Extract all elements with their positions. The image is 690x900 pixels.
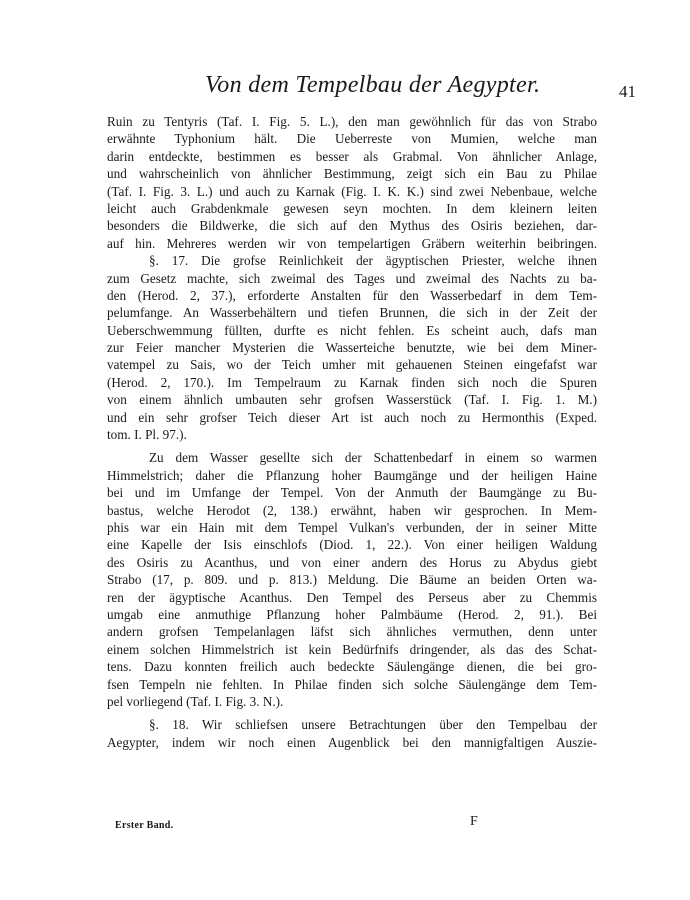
text-line: §. 17. Die grofse Reinlichkeit der ägyptischen Priester, welche ihnen: [149, 253, 597, 269]
paragraph: [107, 113, 597, 252]
text-line: Zu dem Wasser gesellte sich der Schattenbedarf in einem so warmen: [149, 450, 597, 466]
text-line: Ueberschwemmung füllten, durfte es nicht fehlen. Es scheint auch, dafs man: [107, 322, 597, 338]
sheet-signature-mark: F: [470, 814, 478, 829]
text-line: zum Gesetz machte, sich zweimal des Tages und zweimal des Nachts zu ba-: [107, 270, 597, 286]
text-line: auf hin. Mehreres werden wir von tempelartigen Gräbern weiterhin beibringen.: [107, 235, 597, 251]
text-line: pel vorliegend (Taf. I. Fig. 3. N.).: [107, 693, 284, 709]
text-line: erwähnte Typhonium hält. Die Ueberreste von Mumien, welche man: [107, 131, 597, 147]
text-line: des Osiris zu Acanthus, und von einer andern des Horus zu Abydus giebt: [107, 554, 597, 570]
text-line: und ein sehr grofser Teich dieser Art ist auch noch zu Hermonthis (Exped.: [107, 409, 597, 425]
text-line: von einem ähnlich umbauten sehr grofsen Wasserstück (Taf. I. Fig. 1. M.): [107, 392, 597, 408]
text-line: (Herod. 2, 170.). Im Tempelraum zu Karnak finden sich noch die Spuren: [107, 374, 597, 390]
text-line: phis war ein Hain mit dem Tempel Vulkan's verbunden, der in seiner Mitte: [107, 519, 597, 535]
text-line: andern grofsen Tempelanlagen läfst sich ähnliches vermuthen, denn unter: [107, 624, 597, 640]
text-line: §. 18. Wir schliefsen unsere Betrachtungen über den Tempelbau der: [149, 717, 597, 733]
page-number: 41: [619, 82, 636, 101]
text-line: besonders die Bildwerke, die sich auf den Mythus des Osiris beziehen, dar-: [107, 218, 597, 234]
text-line: leicht auch Grabdenkmale gewesen seyn mochten. In dem kleinern leiten: [107, 200, 597, 216]
text-line: zur Feier mancher Mysterien die Wasserteiche benutzte, wie bei dem Miner-: [107, 340, 597, 356]
text-line: bei und im Umfange der Tempel. Von der Anmuth der Baumgänge zu Bu-: [107, 485, 597, 501]
text-line: bastus, welche Herodot (2, 138.) erwähnt, haben wir gesprochen. In Mem-: [107, 502, 597, 518]
text-line: fsen Tempeln nie fehlten. In Philae finden sich solche Säulengänge dem Tem-: [107, 676, 597, 692]
paragraph: [107, 716, 597, 751]
text-line: und wahrscheinlich von ähnlicher Bestimmung, zeigt sich ein Bau zu Philae: [107, 166, 597, 182]
paragraph: [107, 252, 597, 443]
text-line: Strabo (17, p. 809. und p. 813.) Meldung. Die Bäume an beiden Orten wa-: [107, 572, 597, 588]
text-line: Himmelstrich; daher die Pflanzung hoher Baumgänge und der heiligen Haine: [107, 467, 597, 483]
text-line: den (Herod. 2, 37.), erforderte Anstalten für den Wasserbedarf in dem Tem-: [107, 287, 597, 303]
text-line: umgab eine anmuthige Pflanzung hoher Palmbäume (Herod. 2, 91.). Bei: [107, 606, 597, 622]
text-line: (Taf. I. Fig. 3. L.) und auch zu Karnak (Fig. I. K. K.) sind zwei Nebenbaue, welche: [107, 183, 597, 199]
body-text: [107, 113, 597, 751]
text-line: ren der ägyptische Acanthus. Den Tempel des Perseus aber zu Chemmis: [107, 589, 597, 605]
text-line: Aegypter, indem wir noch einen Augenblick bei den mannigfaltigen Auszie-: [107, 734, 597, 750]
text-line: eine Kapelle der Isis einschlofs (Diod. 1, 22.). Von einer heiligen Waldung: [107, 537, 597, 553]
text-line: einem solchen Himmelstrich ist kein Bedürfnifs dringender, als das des Schat-: [107, 641, 597, 657]
text-line: tens. Dazu konnten freilich auch bedeckte Säulengänge dienen, die bei gro-: [107, 659, 597, 675]
text-line: vatempel zu Sais, wo der Teich umher mit gehauenen Steinen eingefafst war: [107, 357, 597, 373]
signature-line: Erster Band.: [115, 820, 174, 831]
text-line: tom. I. Pl. 97.).: [107, 427, 187, 443]
paragraph: [107, 449, 597, 710]
running-title: Von dem Tempelbau der Aegypter.: [205, 72, 541, 98]
text-line: pelumfange. An Wasserbehältern und tiefen Brunnen, die sich in der Zeit der: [107, 305, 597, 321]
text-line: darin entdeckte, bestimmen es besser als Grabmal. Von ähnlicher Anlage,: [107, 148, 597, 164]
text-line: Ruin zu Tentyris (Taf. I. Fig. 5. L.), den man gewöhnlich für das von Strabo: [107, 114, 597, 129]
